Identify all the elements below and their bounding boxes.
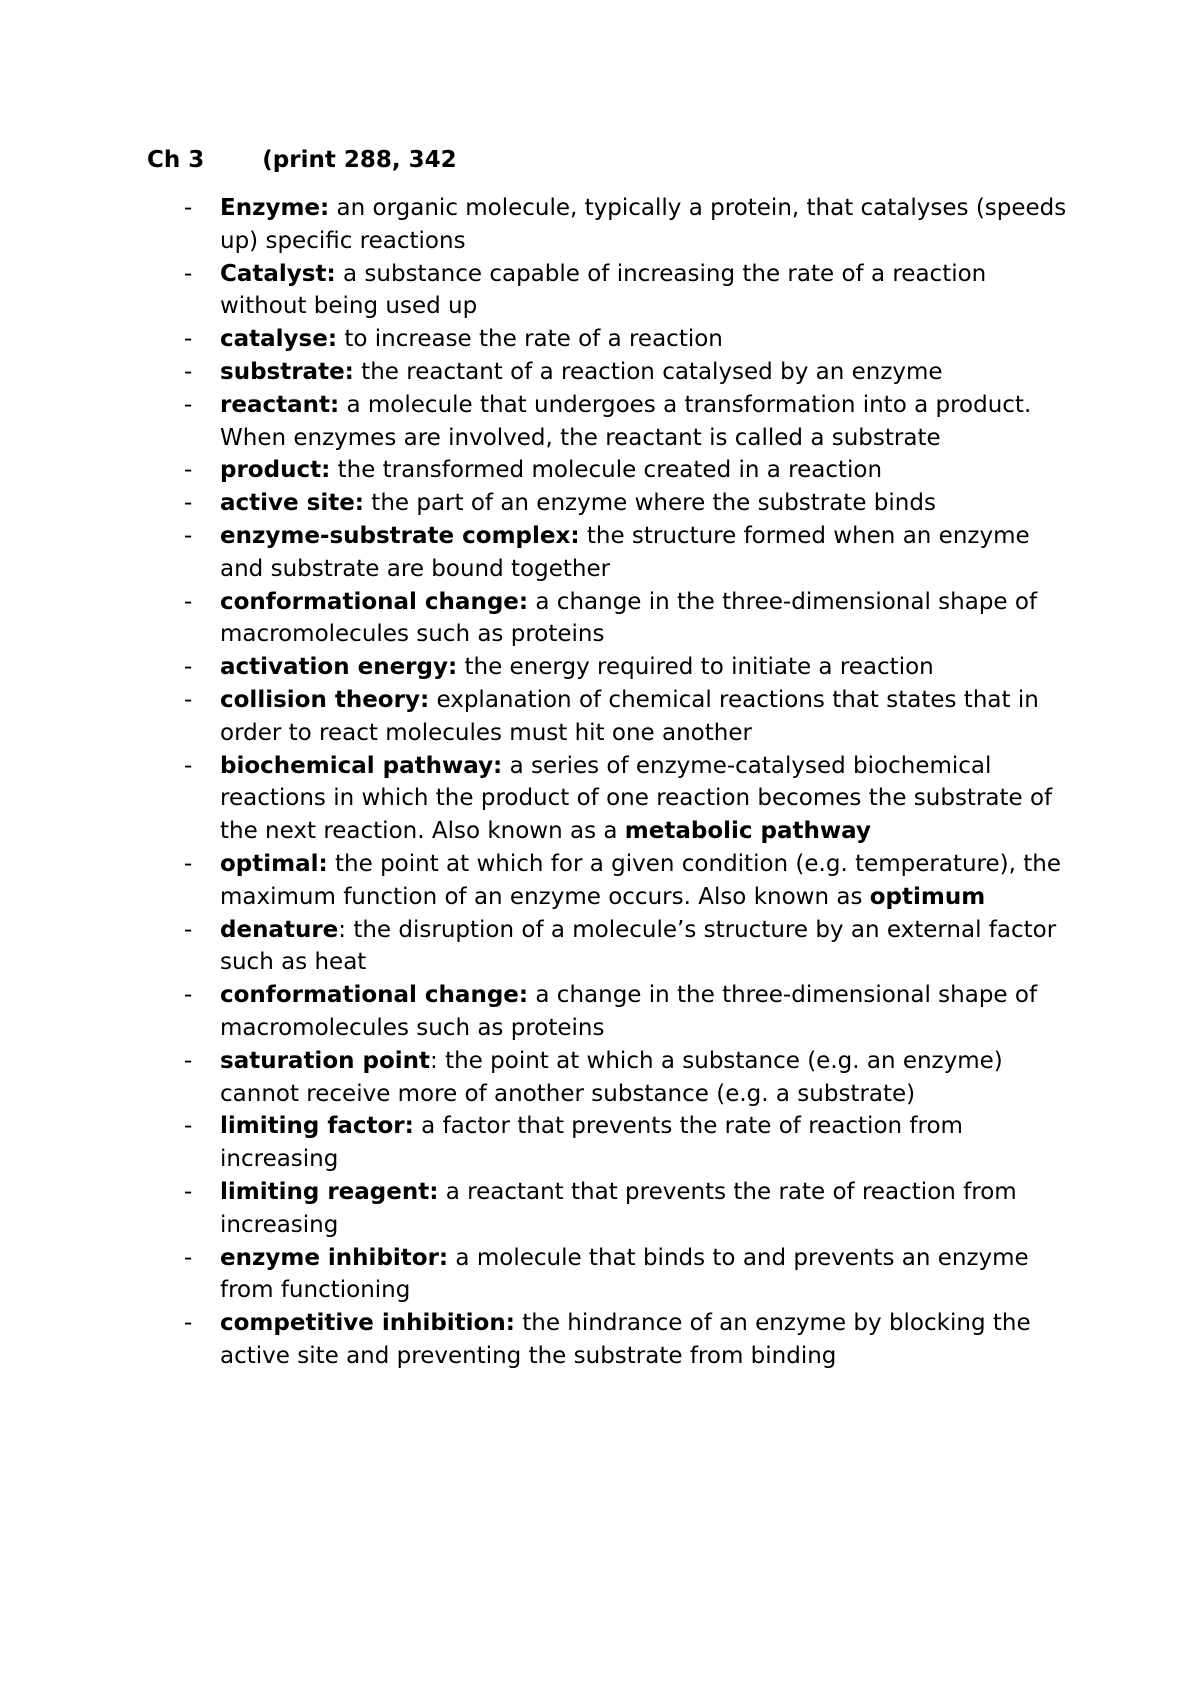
term-word: denature bbox=[220, 916, 339, 943]
bullet-dash: - bbox=[184, 326, 193, 353]
alternate-term: metabolic pathway bbox=[624, 818, 871, 845]
glossary-item bbox=[0, 1242, 1070, 1308]
bullet-dash: - bbox=[184, 850, 193, 877]
term-definition: : the point at which a substance (e.g. an enzyme) cannot receive more of another substance (e.g. a substrate) bbox=[220, 1047, 1003, 1107]
glossary-item bbox=[0, 454, 1070, 487]
print-note: (print 288, 342 bbox=[262, 147, 457, 173]
term-word: Enzyme: bbox=[220, 195, 330, 221]
term-word: reactant: bbox=[220, 391, 340, 418]
term-definition: the transformed molecule created in a reaction bbox=[330, 457, 883, 484]
term-definition: an organic molecule, typically a protein, that catalyses (speeds up) specific reactions bbox=[220, 195, 1067, 254]
term-word: substrate: bbox=[220, 358, 354, 385]
glossary-item bbox=[0, 1307, 1070, 1373]
term-definition: the energy required to initiate a reaction bbox=[457, 654, 934, 681]
term-word: biochemical pathway: bbox=[220, 752, 503, 779]
term-definition: a series of enzyme-catalysed biochemical reactions in which the product of one reaction becomes the substrate of the next reaction. Also known as a bbox=[220, 752, 1053, 845]
term-definition: a change in the three-dimensional shape of macromolecules such as proteins bbox=[220, 588, 1038, 648]
bullet-dash: - bbox=[184, 1047, 193, 1074]
term-word: enzyme inhibitor: bbox=[220, 1244, 449, 1271]
glossary-item bbox=[0, 848, 1070, 914]
glossary-item bbox=[0, 979, 1070, 1045]
bullet-dash: - bbox=[184, 391, 193, 418]
bullet-dash: - bbox=[184, 686, 193, 713]
term-word: collision theory: bbox=[220, 686, 430, 713]
bullet-dash: - bbox=[184, 588, 193, 615]
bullet-dash: - bbox=[184, 1113, 193, 1140]
bullet-dash: - bbox=[184, 260, 193, 287]
bullet-dash: - bbox=[184, 1244, 193, 1271]
term-definition: to increase the rate of a reaction bbox=[337, 326, 723, 353]
bullet-dash: - bbox=[184, 457, 193, 484]
term-word: conformational change: bbox=[220, 588, 529, 615]
term-word: enzyme-substrate complex: bbox=[220, 522, 580, 549]
bullet-dash: - bbox=[184, 752, 193, 779]
glossary-item bbox=[0, 1176, 1070, 1242]
alternate-term: optimum bbox=[869, 883, 986, 910]
glossary-item bbox=[0, 520, 1070, 586]
term-word: Catalyst: bbox=[220, 260, 336, 287]
term-word: competitive inhibition: bbox=[220, 1310, 515, 1337]
bullet-dash: - bbox=[184, 654, 193, 681]
page-heading bbox=[147, 144, 457, 176]
term-definition: the point at which for a given condition (e.g. temperature), the maximum function of an enzyme occurs. Also known as bbox=[220, 850, 1061, 910]
bullet-dash: - bbox=[184, 358, 193, 385]
glossary-list bbox=[0, 192, 1200, 1373]
term-definition: the structure formed when an enzyme and substrate are bound together bbox=[220, 522, 1030, 582]
bullet-dash: - bbox=[184, 916, 193, 943]
chapter-label: Ch 3 bbox=[147, 147, 205, 173]
glossary-item bbox=[0, 1110, 1070, 1176]
bullet-dash: - bbox=[184, 522, 193, 549]
term-definition: the part of an enzyme where the substrate binds bbox=[364, 490, 936, 517]
glossary-item bbox=[0, 1045, 1070, 1111]
glossary-item bbox=[0, 356, 1070, 389]
term-word: catalyse: bbox=[220, 326, 338, 353]
term-word: limiting reagent: bbox=[220, 1178, 439, 1205]
term-definition: the reactant of a reaction catalysed by an enzyme bbox=[353, 358, 943, 385]
term-definition: a molecule that binds to and prevents an enzyme from functioning bbox=[220, 1244, 1029, 1304]
glossary-item bbox=[0, 323, 1070, 356]
term-word: product: bbox=[220, 457, 331, 484]
term-definition: a factor that prevents the rate of reaction from increasing bbox=[220, 1113, 963, 1173]
term-definition: a change in the three-dimensional shape of macromolecules such as proteins bbox=[220, 982, 1038, 1041]
term-definition: a reactant that prevents the rate of reaction from increasing bbox=[220, 1178, 1017, 1238]
glossary-item bbox=[0, 389, 1070, 455]
term-word: limiting factor: bbox=[220, 1113, 414, 1140]
term-word: active site: bbox=[220, 490, 364, 517]
glossary-item bbox=[0, 192, 1070, 258]
glossary-item bbox=[0, 586, 1070, 652]
term-word: saturation point bbox=[220, 1047, 431, 1074]
glossary-item bbox=[0, 487, 1070, 520]
bullet-dash: - bbox=[184, 195, 193, 221]
term-word: activation energy: bbox=[220, 654, 458, 681]
bullet-dash: - bbox=[184, 1178, 193, 1205]
term-definition: explanation of chemical reactions that states that in order to react molecules must hit one another bbox=[220, 686, 1039, 746]
glossary-item bbox=[0, 684, 1070, 750]
term-definition: : the disruption of a molecule’s structure by an external factor such as heat bbox=[220, 916, 1057, 976]
glossary-item bbox=[0, 258, 1070, 324]
term-definition: a substance capable of increasing the rate of a reaction without being used up bbox=[220, 260, 987, 320]
glossary-item bbox=[0, 750, 1070, 848]
bullet-dash: - bbox=[184, 1310, 193, 1337]
term-word: optimal: bbox=[220, 850, 328, 877]
bullet-dash: - bbox=[184, 490, 193, 517]
bullet-dash: - bbox=[184, 982, 193, 1009]
term-word: conformational change: bbox=[220, 982, 529, 1009]
glossary-item bbox=[0, 651, 1070, 684]
term-definition: a molecule that undergoes a transformation into a product. When enzymes are involved, the reactant is called a substrate bbox=[220, 391, 1032, 451]
term-definition: the hindrance of an enzyme by blocking the active site and preventing the substrate from binding bbox=[220, 1310, 1031, 1369]
glossary-item bbox=[0, 914, 1070, 980]
